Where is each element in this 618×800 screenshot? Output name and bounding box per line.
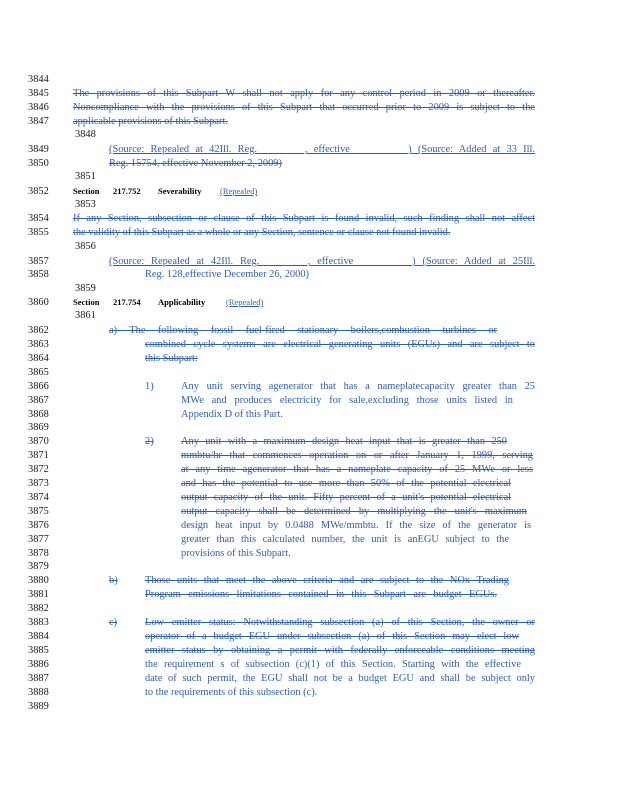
line [0, 533, 618, 546]
deleted-text: Low emitter status: Notwithstanding subsection (a) of this Section, the owner or [145, 617, 535, 628]
line-number: 3864 [28, 353, 49, 364]
line-number: 3879 [28, 561, 49, 572]
line-number: 3877 [28, 534, 49, 545]
line-number: 3852 [28, 186, 49, 197]
line [0, 309, 618, 322]
repealed-label: (Repealed) [226, 297, 264, 307]
line [0, 519, 618, 532]
deleted-text: output capacity shall be determined by multiplying the unit's maximum [181, 506, 527, 517]
line-number: 3880 [28, 575, 49, 586]
source-note: Reg. 128,effective December 26, 2000) [145, 269, 309, 280]
line-number: 3853 [75, 199, 96, 210]
line [0, 73, 618, 86]
line [0, 185, 618, 198]
line-number: 3863 [28, 339, 49, 350]
line-number: 3873 [28, 478, 49, 489]
line [0, 170, 618, 183]
line [0, 282, 618, 295]
line [0, 421, 618, 434]
line [0, 394, 618, 407]
line-number: 3882 [28, 603, 49, 614]
line [0, 463, 618, 476]
line-number: 3868 [28, 409, 49, 420]
line-number: 3887 [28, 673, 49, 684]
section-title: Severability [158, 186, 202, 196]
repealed-label: (Repealed) [220, 186, 258, 196]
line [0, 700, 618, 713]
section-label: Section [73, 186, 100, 196]
line-number: 3872 [28, 464, 49, 475]
paragraph-text: MWe and produces electricity for sale,excluding those units listed in [181, 395, 513, 406]
line [0, 644, 618, 657]
paragraph-text: provisions of this Subpart. [181, 548, 291, 559]
line-number: 3855 [28, 227, 49, 238]
line-number: 3865 [28, 367, 49, 378]
line-number: 3883 [28, 617, 49, 628]
line-number: 3845 [28, 88, 49, 99]
line-number: 3844 [28, 74, 49, 85]
line [0, 212, 618, 225]
line-number: 3862 [28, 325, 49, 336]
line [0, 449, 618, 462]
line-number: 3846 [28, 102, 49, 113]
line [0, 198, 618, 211]
line-number: 3847 [28, 116, 49, 127]
line [0, 324, 618, 337]
list-marker: b) [109, 575, 118, 586]
line-number: 3854 [28, 213, 49, 224]
line-number: 3867 [28, 395, 49, 406]
line [0, 686, 618, 699]
source-note: Reg. 15754, effective November 2, 2009) [109, 158, 282, 169]
line-number: 3870 [28, 436, 49, 447]
line [0, 408, 618, 421]
line-number: 3848 [75, 129, 96, 140]
line [0, 366, 618, 379]
line [0, 338, 618, 351]
deleted-text: The provisions of this Subpart W shall not apply for any control period in 2009 or thereafter. [73, 88, 535, 99]
line [0, 240, 618, 253]
line [0, 380, 618, 393]
line [0, 255, 618, 268]
paragraph-text: Appendix D of this Part. [181, 409, 283, 420]
line-number: 3849 [28, 144, 49, 155]
line [0, 547, 618, 560]
list-marker: 2) [145, 436, 154, 447]
line-number: 3856 [75, 241, 96, 252]
line [0, 157, 618, 170]
line-number: 3884 [28, 631, 49, 642]
deleted-text: output capacity of the unit. Fifty percent of a unit's potential electrical [181, 492, 511, 503]
deleted-text: Noncompliance with the provisions of this Subpart that occurred prior to 2009 is subject to the [73, 102, 535, 113]
paragraph-text: the requirement s of subsection (c)(1) of this Section. Starting with the effective [145, 659, 521, 670]
line-number: 3866 [28, 381, 49, 392]
deleted-text: combined cycle systems are electrical generating units (EGUs) and are subject to [145, 339, 535, 350]
line-number: 3881 [28, 589, 49, 600]
line [0, 477, 618, 490]
list-marker: c) [109, 617, 118, 628]
line-number: 3878 [28, 548, 49, 559]
line [0, 268, 618, 281]
line [0, 87, 618, 100]
line-number: 3885 [28, 645, 49, 656]
paragraph-text: to the requirements of this subsection (c). [145, 687, 318, 698]
line-number: 3850 [28, 158, 49, 169]
line-number: 3875 [28, 506, 49, 517]
line [0, 658, 618, 671]
section-title: Applicability [158, 297, 206, 307]
line [0, 491, 618, 504]
deleted-text: at any time agenerator that has a nameplate capacity of 25 MWe or less [181, 464, 533, 475]
line [0, 226, 618, 239]
line [0, 435, 618, 448]
line [0, 574, 618, 587]
list-marker: 1) [145, 381, 154, 392]
line-number: 3859 [75, 283, 96, 294]
line-number: 3874 [28, 492, 49, 503]
deleted-text: the validity of this Subpart as a whole or any Section, sentence or clause not found invalid. [73, 227, 451, 238]
line [0, 128, 618, 141]
line [0, 616, 618, 629]
section-number: 217.754 [113, 297, 141, 307]
line [0, 352, 618, 365]
deleted-text: Those units that meet the above criteria and are subject to the NOx Trading [145, 575, 509, 586]
paragraph-text: date of such permit, the EGU shall not be a budget EGU and shall be subject only [145, 673, 535, 684]
deleted-text: this Subpart: [145, 353, 198, 364]
line [0, 588, 618, 601]
paragraph-text: Any unit serving agenerator that has a nameplatecapacity greater than 25 [181, 381, 535, 392]
line-number: 3886 [28, 659, 49, 670]
line [0, 115, 618, 128]
line-number: 3871 [28, 450, 49, 461]
deleted-text: emitter status by obtaining a permit with federally enforceable conditions meeting [145, 645, 535, 656]
line [0, 143, 618, 156]
line [0, 560, 618, 573]
line [0, 672, 618, 685]
line [0, 630, 618, 643]
deleted-text: mmbtu/hr that commences operation on or after January 1, 1999, serving [181, 450, 533, 461]
section-number: 217.752 [113, 186, 141, 196]
line-number: 3869 [28, 422, 49, 433]
line-number: 3860 [28, 297, 49, 308]
line-number: 3857 [28, 256, 49, 267]
line-number: 3876 [28, 520, 49, 531]
deleted-text: and has the potential to use more than 50% of the potential electrical [181, 478, 511, 489]
paragraph-text: design heat input by 0.0488 MWe/mmbtu. If the size of the generator is [181, 520, 531, 531]
line [0, 296, 618, 309]
deleted-text: applicable provisions of this Subpart. [73, 116, 228, 127]
line-number: 3858 [28, 269, 49, 280]
line [0, 602, 618, 615]
section-label: Section [73, 297, 100, 307]
line [0, 505, 618, 518]
line-number: 3889 [28, 701, 49, 712]
deleted-text: a) The following fossil fuel-fired stationary boilers,combustion turbines or [109, 325, 497, 336]
paragraph-text: greater than this calculated number, the unit is anEGU subject to the [181, 534, 509, 545]
deleted-text: If any Section, subsection or clause of this Subpart is found invalid, such finding shall not affect [73, 213, 535, 224]
line-number: 3888 [28, 687, 49, 698]
deleted-text: operator of a budget EGU under subsection (a) of this Section may elect low [145, 631, 519, 642]
deleted-text: Program emissions limitations contained in this Subpart are budget EGUs. [145, 589, 497, 600]
line-number: 3861 [75, 310, 96, 321]
source-note: (Source: Repealed at 42Ill. Reg. ________, effective __________) (Source: Added at 25Ill. [109, 256, 535, 267]
line [0, 101, 618, 114]
source-note: (Source: Repealed at 42Ill. Reg. ________, effective __________) (Source: Added at 33 Ill. [109, 144, 535, 155]
line-number: 3851 [75, 171, 96, 182]
deleted-text: Any unit with a maximum design heat input that is greater than 250 [181, 436, 507, 447]
